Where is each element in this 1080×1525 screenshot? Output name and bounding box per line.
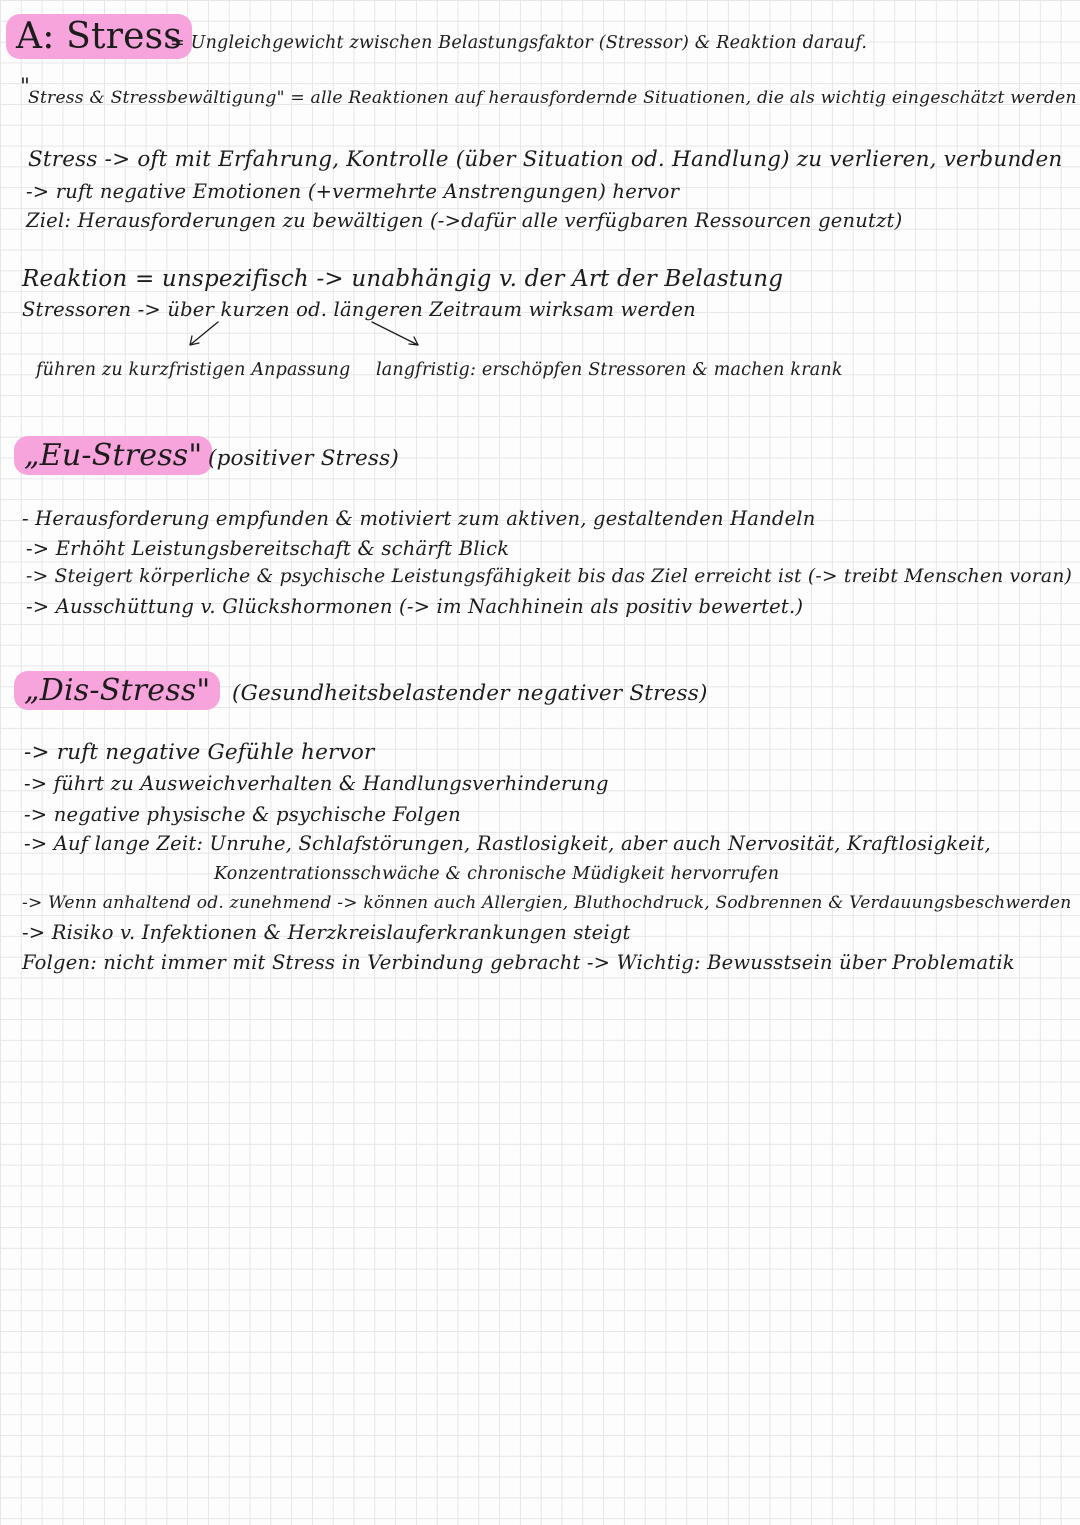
reaction-line-2: Stressoren -> über kurzen od. längeren Zeitraum wirksam werden [22,298,696,321]
reaction-line-1: Reaktion = unspezifisch -> unabhängig v. der Art der Belastung [22,266,784,292]
short-term-text: führen zu kurzfristigen Anpassung [36,360,351,380]
disstress-line-1: -> ruft negative Gefühle hervor [24,740,375,765]
eustress-line-3: -> Steigert körperliche & psychische Leistungsfähigkeit bis das Ziel erreicht ist (-> treibt Menschen voran) [26,566,1072,587]
eustress-heading: „Eu-Stress" [14,438,212,473]
eustress-line-2: -> Erhöht Leistungsbereitschaft & schärft Blick [26,537,510,560]
stress-line-1: Stress -> oft mit Erfahrung, Kontrolle (über Situation od. Handlung) zu verlieren, verbunden [28,147,1063,172]
disstress-heading: „Dis-Stress" [14,673,220,708]
disstress-line-8: Folgen: nicht immer mit Stress in Verbindung gebracht -> Wichtig: Bewusstsein über Problematik [22,951,1015,974]
disstress-line-3: -> negative physische & psychische Folgen [24,803,461,826]
disstress-line-7: -> Risiko v. Infektionen & Herzkreislauferkrankungen steigt [22,921,631,944]
page-title: A: Stress [6,16,192,57]
disstress-line-6: -> Wenn anhaltend od. zunehmend -> können auch Allergien, Bluthochdruck, Sodbrennen & Verdauungsbeschwerden [22,893,1072,913]
eustress-subtitle: (positiver Stress) [208,446,399,471]
long-term-text: langfristig: erschöpfen Stressoren & machen krank [376,360,843,380]
arrow-long-term [372,322,418,345]
eustress-line-4: -> Ausschüttung v. Glückshormonen (-> im Nachhinein als positiv bewertet.) [26,595,804,618]
disstress-line-5: Konzentrationsschwäche & chronische Müdigkeit hervorrufen [214,864,780,884]
disstress-line-4: -> Auf lange Zeit: Unruhe, Schlafstörungen, Rastlosigkeit, aber auch Nervosität, Kraftlosigkeit, [24,832,991,855]
disstress-line-2: -> führt zu Ausweichverhalten & Handlungsverhinderung [24,772,609,795]
eustress-line-1: - Herausforderung empfunden & motiviert zum aktiven, gestaltenden Handeln [22,507,816,530]
arrow-short-term [190,322,218,345]
disstress-subtitle: (Gesundheitsbelastender negativer Stress) [232,681,708,706]
quote-mark: " [20,74,31,99]
intro-text: Stress & Stressbewältigung" = alle Reaktionen auf herausfordernde Situationen, die als wichtig eingeschätzt werden [28,88,1077,108]
definition-text: = Ungleichgewicht zwischen Belastungsfaktor (Stressor) & Reaktion darauf. [170,33,868,53]
stress-line-2: -> ruft negative Emotionen (+vermehrte Anstrengungen) hervor [26,180,680,203]
stress-line-3: Ziel: Herausforderungen zu bewältigen (->dafür alle verfügbaren Ressourcen genutzt) [26,209,903,232]
